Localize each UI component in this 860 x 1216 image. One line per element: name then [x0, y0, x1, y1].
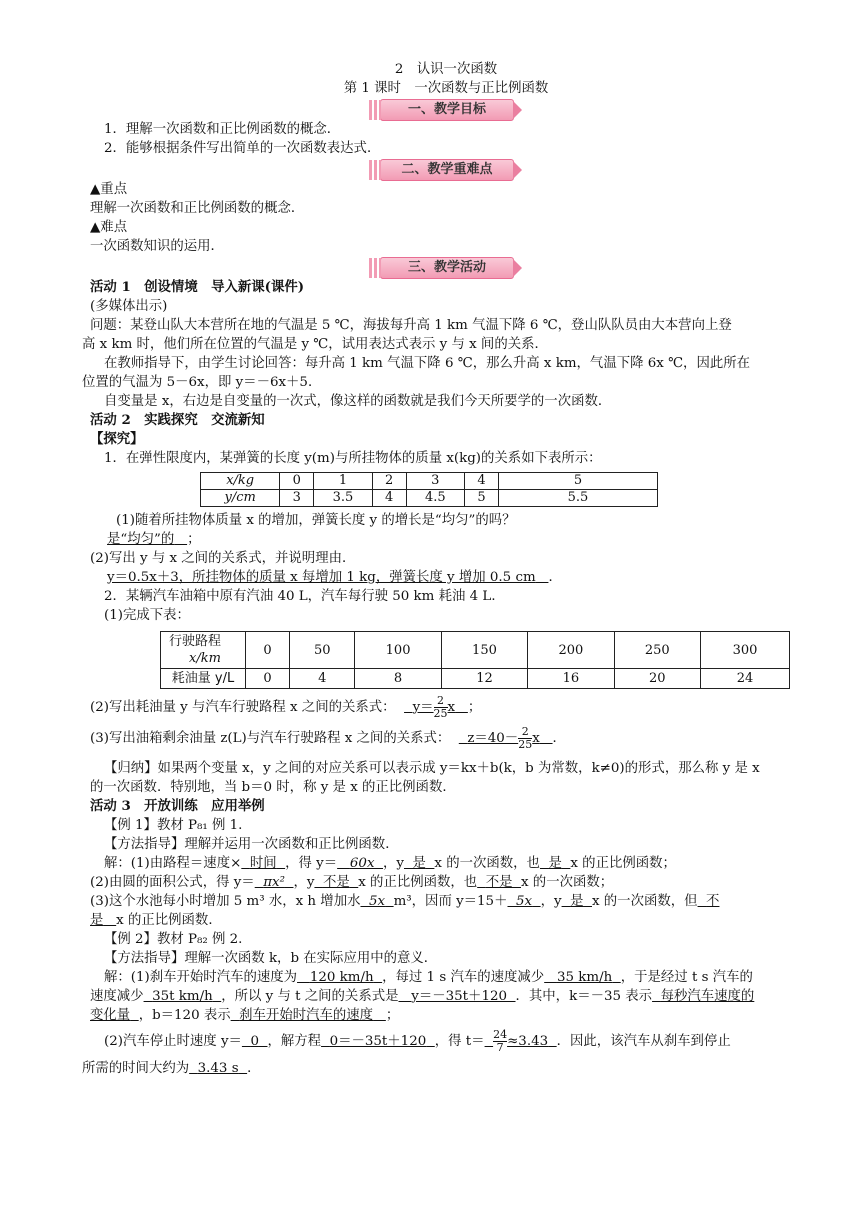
answer: πx² — [263, 875, 285, 890]
answer: 不 — [706, 894, 720, 909]
text: ； — [385, 1008, 400, 1023]
table-cell: 2 — [372, 473, 406, 490]
key-label: ▲重点 — [90, 182, 128, 197]
table-row — [201, 490, 658, 507]
answer: 是 — [412, 856, 426, 871]
fraction-num: 2 — [434, 695, 448, 708]
text: ，所以 y 与 t 之间的关系式是 — [221, 989, 399, 1004]
table-cell: 4 — [372, 490, 406, 507]
table-cell: 8 — [355, 669, 441, 689]
question-1: 1．在弹性限度内，某弹簧的长度 y(m)与所挂物体的质量 x(kg)的关系如下表所示： — [104, 451, 602, 466]
table-cell: x/kg — [201, 473, 280, 490]
answer: 是 — [570, 894, 584, 909]
text: ，y — [540, 894, 562, 909]
act1-line: (多媒体出示) — [90, 299, 168, 314]
text: ，每过 1 s 汽车的速度减少 — [382, 970, 545, 985]
activity-1-title: 活动 1 创设情境 导入新课(课件) — [90, 279, 305, 295]
question-1a: (1)随着所挂物体质量 x 的增加，弹簧长度 y 的增长是“均匀”的吗？ — [116, 513, 516, 528]
header-fuel: 耗油量 y/L — [161, 669, 246, 689]
fraction-num: 24 — [493, 1028, 508, 1041]
fraction — [493, 1029, 507, 1054]
spring-table — [200, 472, 658, 507]
answer: 35t km/h — [152, 989, 213, 1004]
question-2c: (3)写出油箱剩余油量 z(L)与汽车行驶路程 x 之间的关系式： — [90, 731, 451, 746]
table-cell: 150 — [441, 632, 527, 669]
text: ，于是经过 t s 汽车的 — [620, 970, 753, 985]
text: (3)这个水池每小时增加 5 m³ 水，x h 增加水 — [90, 894, 361, 909]
answer: 35 km/h — [556, 970, 613, 985]
table-cell: 3 — [280, 490, 314, 507]
act1-line: 问题：某登山队大本营所在地的气温是 5 ℃，海拔每升高 1 km 气温下降 6 ℃，登山队队员由大本营向上登 — [90, 318, 732, 333]
text: (2)由圆的面积公式，得 y＝ — [90, 875, 255, 890]
fraction-den: 7 — [496, 1041, 504, 1054]
answer: 变化量 — [90, 1008, 131, 1023]
question-2b: (2)写出耗油量 y 与汽车行驶路程 x 之间的关系式： — [90, 700, 396, 715]
fraction — [434, 695, 448, 720]
section-banner-keypoints: 二、教学重难点 — [380, 159, 514, 181]
activity-3-title: 活动 3 开放训练 应用举例 — [90, 798, 265, 814]
fuel-table — [160, 631, 790, 689]
table-row — [161, 632, 790, 669]
fraction-num: 2 — [518, 726, 532, 739]
question-1b: (2)写出 y 与 x 之间的关系式，并说明理由． — [90, 551, 356, 566]
section-banner-goals: 一、教学目标 — [380, 99, 514, 121]
answer: 60x — [349, 856, 375, 871]
section-banner-row — [90, 98, 802, 120]
answer: y＝－35t＋120 — [411, 989, 507, 1004]
answer-1a: 是“均匀”的 — [107, 532, 175, 547]
fraction-den: 25 — [518, 738, 533, 751]
text: 解：(1)刹车开始时汽车的速度为 — [104, 970, 298, 985]
text: ．因此，该汽车从刹车到停止 — [556, 1034, 731, 1049]
table-header-cell — [161, 632, 246, 669]
text: x 的一次函数，但 — [591, 894, 698, 909]
text: 所需的时间大约为 — [82, 1061, 190, 1076]
table-cell: 4.5 — [406, 490, 464, 507]
answer: 5x — [516, 894, 533, 909]
table-cell: 0 — [246, 669, 290, 689]
text: x 的正比例函数； — [570, 856, 676, 871]
answer: 不是 — [485, 875, 513, 890]
example-2: 【例 2】教材 P₈₂ 例 2. — [104, 932, 243, 947]
goal-2: 2．能够根据条件写出简单的一次函数表达式． — [104, 141, 381, 156]
example-2-guide: 【方法指导】理解一次函数 k，b 在实际应用中的意义． — [104, 951, 438, 966]
act1-line: 高 x km 时，他们所在位置的气温是 y ℃，试用表达式表示 y 与 x 间的关系． — [82, 337, 548, 352]
text: ，得 y＝ — [285, 856, 338, 871]
fraction-den: 25 — [433, 707, 448, 720]
key-text: 理解一次函数和正比例函数的概念． — [90, 201, 305, 216]
answer-2b-pre: y＝ — [412, 700, 434, 715]
text: x 的一次函数； — [521, 875, 614, 890]
text: x 的正比例函数． — [116, 913, 222, 928]
table-cell: 12 — [441, 669, 527, 689]
goal-1: 1．理解一次函数和正比例函数的概念． — [104, 122, 341, 137]
answer: 是 — [548, 856, 562, 871]
table-cell: 5 — [464, 490, 498, 507]
answer: 每秒汽车速度的 — [660, 989, 755, 1004]
answer-2c-post: x — [532, 731, 540, 746]
answer: ≈3.43 — [507, 1034, 549, 1049]
answer: 120 km/h — [309, 970, 374, 985]
answer: 是 — [90, 913, 104, 928]
answer: 3.43 s — [197, 1061, 239, 1076]
section-banner-row — [90, 158, 802, 180]
table-cell: 0 — [246, 632, 290, 669]
text: ．其中，k＝－35 表示 — [515, 989, 653, 1004]
table-row — [201, 473, 658, 490]
text: ，y — [383, 856, 404, 871]
table-cell: 0 — [280, 473, 314, 490]
text: x 的一次函数，也 — [434, 856, 540, 871]
text: ，解方程 — [267, 1034, 322, 1049]
example-1: 【例 1】教材 P₈₁ 例 1. — [104, 818, 243, 833]
answer: 时间 — [249, 856, 277, 871]
lesson-subtitle: 第 1 课时 一次函数与正比例函数 — [343, 81, 549, 96]
difficulty-text: 一次函数知识的运用． — [90, 239, 224, 254]
difficulty-label: ▲难点 — [90, 220, 128, 235]
question-2: 2．某辆汽车油箱中原有汽油 40 L，汽车每行驶 50 km 耗油 4 L． — [104, 589, 505, 604]
table-cell: y/cm — [201, 490, 280, 507]
summary-line-2: 的一次函数．特别地，当 b＝0 时，称 y 是 x 的正比例函数． — [90, 780, 456, 795]
table-cell: 4 — [290, 669, 355, 689]
answer-2c-pre: z＝40－ — [467, 731, 519, 746]
text: ，y — [293, 875, 315, 890]
text: x 的正比例函数，也 — [358, 875, 478, 890]
table-cell: 300 — [701, 632, 790, 669]
activity-2-title: 活动 2 实践探究 交流新知 — [90, 412, 265, 428]
answer: 0 — [250, 1034, 259, 1049]
table-cell: 24 — [701, 669, 790, 689]
example-1-guide: 【方法指导】理解并运用一次函数和正比例函数． — [104, 837, 399, 852]
table-cell: 5 — [499, 473, 658, 490]
table-cell: 4 — [464, 473, 498, 490]
table-cell: 3 — [406, 473, 464, 490]
summary-line-1: 【归纳】如果两个变量 x，y 之间的对应关系可以表示成 y＝kx＋b(k，b 为常数，k≠0)的形式，那么称 y 是 x — [104, 761, 760, 776]
table-cell: 250 — [614, 632, 700, 669]
table-row — [161, 669, 790, 689]
answer: 5x — [369, 894, 386, 909]
header-distance: 行驶路程 — [169, 634, 222, 649]
act1-line: 自变量是 x，右边是自变量的一次式，像这样的函数就是我们今天所要学的一次函数． — [104, 394, 612, 409]
table-cell: 16 — [528, 669, 614, 689]
text: (2)汽车停止时速度 y＝ — [104, 1034, 242, 1049]
text: ． — [247, 1061, 261, 1076]
text: 速度减少 — [90, 989, 144, 1004]
table-cell: 100 — [355, 632, 441, 669]
answer-1b: y＝0.5x＋3，所挂物体的质量 x 每增加 1 kg，弹簧长度 y 增加 0.5 cm — [107, 570, 536, 585]
answer: 0＝－35t＋120 — [329, 1034, 427, 1049]
fraction — [518, 726, 532, 751]
lesson-page: 2 认识一次函数 第 1 课时 一次函数与正比例函数 一、教学目标 1．理解一次函数和正比例函数的概念． 2．能够根据条件写出简单的一次函数表达式． 二、教学重难点 ▲重点 理解一次函数和正比例函数的概念． ▲难点 一次函数知识的运用． 三、教学活动 活动 1 创设情境 导入新课(课件) (多媒体出示) 问题：某登山队大本营所在地的气温是 5 ℃，海拔每升高 1 km 气温下降 6 ℃，登山队队员由大本营向上登 高 x km 时，他们所在位置的气温是 y ℃，试用表达式表示 y 与 x 间的关系． 在教师指导下，由学生讨论回答：每升高 1 km 气温下降 6 ℃，那么升高 x km，气温下降 6x ℃，因此所在 位置的气温为 5－6x，即 y＝－6x＋5． 自变量是 x，右边是自变量的一次式，像这样的函数就是我们今天所要学的一次函数． 活动 2 实践探究 交流新知 【探究】 1．在弹性限度内，某弹簧的长度 y(m)与所挂物体的质量 x(kg)的关系如下表所示： x/kg 0 1 2 3 4 5 y/cm 3 3.5 4 4.5 5 5.5 (1)随着所挂物体质量 x 的增加，弹簧长度 y 的增长是“均匀”的吗？ 是“均匀”的 ； (2)写出 y 与 x 之间的关系式，并说明理由． y＝0.5x＋3，所挂物体的质量 x 每增加 1 kg，弹簧长度 y 增加 0.5 cm ． 2．某辆汽车油箱中原有汽油 40 L，汽车每行驶 50 km 耗油 4 L． (1)完成下表： 行驶路程 x/km 0 50 100 150 200 250 300 耗油量 y/L 0 4 8 12 16 20 24 (2)写出耗油量 y 与汽车行驶路程 x 之间的关系式： y＝ $\frac{2}{25}$ x ； (3)写出油箱剩余油量 z(L)与汽车行驶路程 x 之间的关系式： z＝40－ $\frac{2}{25}$ x ． 【归纳】如果两个变量 x，y 之间的对应关系可以表示成 y＝kx＋b(k，b 为常数，k≠0)的形式，那么称 y 是 x 的一次函数．特别地，当 b＝0 时，称 y 是 x 的正比例函数． 活动 3 开放训练 应用举例 【例 1】教材 P₈₁ 例 1. 【方法指导】理解并运用一次函数和正比例函数． 解：(1)由路程＝速度× 时间 ，得 y＝ 60x ，y 是 x 的一次函数，也 是 x 的正比例函数； (2)由圆的面积公式，得 y＝ πx² ，y 不是 x 的正比例函数，也 不是 x 的一次函数； (3)这个水池每小时增加 5 m³ 水，x h 增加水 5x m³，因而 y＝15＋ 5x ，y 是 x 的一次函数，但 不 是 x 的正比例函数． 【例 2】教材 P₈₂ 例 2. 【方法指导】理解一次函数 k，b 在实际应用中的意义． 解：(1)刹车开始时汽车的速度为 120 km/h ，每过 1 s 汽车的速度减少 35 km/h ，于是经过 t s 汽车的 速度减少 35t km/h ，所以 y 与 t 之间的关系式是 y＝－35t＋120 ．其中，k＝－35 表示 每秒汽车速度的 变化量 ，b＝120 表示 刹车开始时汽车的速度 ； (2)汽车停止时速度 y＝ 0 ，解方程 0＝－35t＋120 ，得 t＝ $\frac{24}{7}$ ≈3.43 ．因此，该汽车从刹车到停止 所需的时间大约为 3.43 s ． — [90, 60, 802, 1078]
act1-line: 位置的气温为 5－6x，即 y＝－6x＋5． — [82, 375, 322, 390]
table-cell: 5.5 — [499, 490, 658, 507]
table-cell: 20 — [614, 669, 700, 689]
table-cell: 200 — [528, 632, 614, 669]
answer: 刹车开始时汽车的速度 — [239, 1008, 374, 1023]
text: ，得 t＝ — [434, 1034, 485, 1049]
act1-line: 在教师指导下，由学生讨论回答：每升高 1 km 气温下降 6 ℃，那么升高 x km，气温下降 6x ℃，因此所在 — [104, 356, 751, 371]
question-2a: (1)完成下表： — [104, 608, 190, 623]
section-banner-row — [90, 256, 802, 278]
table-cell: 1 — [314, 473, 372, 490]
text: 解：(1)由路程＝速度× — [104, 856, 242, 871]
answer: 不是 — [322, 875, 350, 890]
explore-tag: 【探究】 — [90, 431, 144, 447]
header-distance-unit: x/km — [189, 651, 221, 666]
text: ，b＝120 表示 — [138, 1008, 231, 1023]
table-cell: 50 — [290, 632, 355, 669]
table-cell: 3.5 — [314, 490, 372, 507]
lesson-title: 2 认识一次函数 — [394, 62, 498, 77]
text: m³，因而 y＝15＋ — [393, 894, 508, 909]
section-banner-activities: 三、教学活动 — [380, 257, 514, 279]
answer-2b-post: x — [447, 700, 456, 715]
